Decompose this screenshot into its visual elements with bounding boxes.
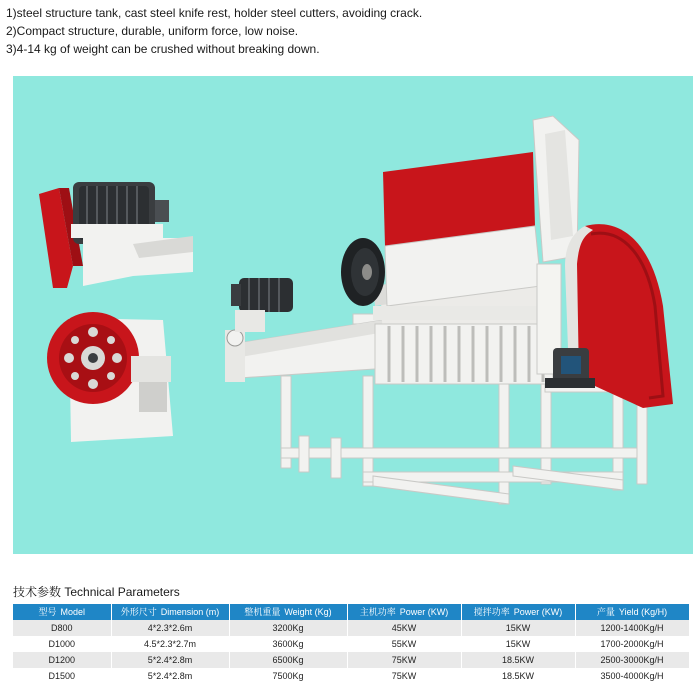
cell-mixing-power: 15KW xyxy=(461,620,575,636)
cell-main-power: 75KW xyxy=(347,668,461,684)
cell-yield: 1700-2000Kg/H xyxy=(575,636,689,652)
cell-model: D1200 xyxy=(13,652,111,668)
table-row xyxy=(13,652,689,668)
cell-yield: 3500-4000Kg/H xyxy=(575,668,689,684)
params-heading-zh: 技术参数 xyxy=(13,585,62,599)
table-row xyxy=(13,636,689,652)
feature-line: 2)Compact structure, durable, uniform force, low noise. xyxy=(6,24,299,38)
params-heading xyxy=(13,584,180,600)
product-photo xyxy=(13,76,693,554)
left-flywheel xyxy=(341,238,385,306)
column-header-model: 型号 Model xyxy=(13,604,111,620)
cell-model: D1500 xyxy=(13,668,111,684)
params-heading-en: Technical Parameters xyxy=(64,585,180,599)
feature-line: 3)4-14 kg of weight can be crushed without breaking down. xyxy=(6,42,320,56)
crusher-machine-illustration xyxy=(13,76,693,554)
feature-line: 1)steel structure tank, cast steel knife rest, holder steel cutters, avoiding crack. xyxy=(6,6,423,20)
column-header-mixing-power: 搅拌功率 Power (KW) xyxy=(461,604,575,620)
cell-weight: 3600Kg xyxy=(229,636,347,652)
cell-main-power: 75KW xyxy=(347,652,461,668)
params-table xyxy=(13,604,690,684)
table-row xyxy=(13,620,689,636)
flywheel-closeup-inset xyxy=(47,312,173,442)
cell-dimension: 4*2.3*2.6m xyxy=(111,620,229,636)
feeder-motor xyxy=(231,278,293,332)
column-header-dimension: 外形尺寸 Dimension (m) xyxy=(111,604,229,620)
cell-weight: 3200Kg xyxy=(229,620,347,636)
column-header-weight: 整机重量 Weight (Kg) xyxy=(229,604,347,620)
cell-weight: 7500Kg xyxy=(229,668,347,684)
cell-dimension: 4.5*2.3*2.7m xyxy=(111,636,229,652)
table-row xyxy=(13,668,689,684)
params-header-row xyxy=(13,604,689,620)
column-header-yield: 产量 Yield (Kg/H) xyxy=(575,604,689,620)
feature-list xyxy=(6,4,696,58)
column-header-main-power: 主机功率 Power (KW) xyxy=(347,604,461,620)
cell-dimension: 5*2.4*2.8m xyxy=(111,668,229,684)
cell-yield: 1200-1400Kg/H xyxy=(575,620,689,636)
cell-dimension: 5*2.4*2.8m xyxy=(111,652,229,668)
cell-mixing-power: 18.5KW xyxy=(461,652,575,668)
cell-model: D800 xyxy=(13,620,111,636)
cell-model: D1000 xyxy=(13,636,111,652)
cell-main-power: 55KW xyxy=(347,636,461,652)
cell-main-power: 45KW xyxy=(347,620,461,636)
crusher-body xyxy=(373,116,579,384)
cell-mixing-power: 15KW xyxy=(461,636,575,652)
cell-weight: 6500Kg xyxy=(229,652,347,668)
cell-mixing-power: 18.5KW xyxy=(461,668,575,684)
cell-yield: 2500-3000Kg/H xyxy=(575,652,689,668)
motor-closeup-inset xyxy=(39,182,193,288)
